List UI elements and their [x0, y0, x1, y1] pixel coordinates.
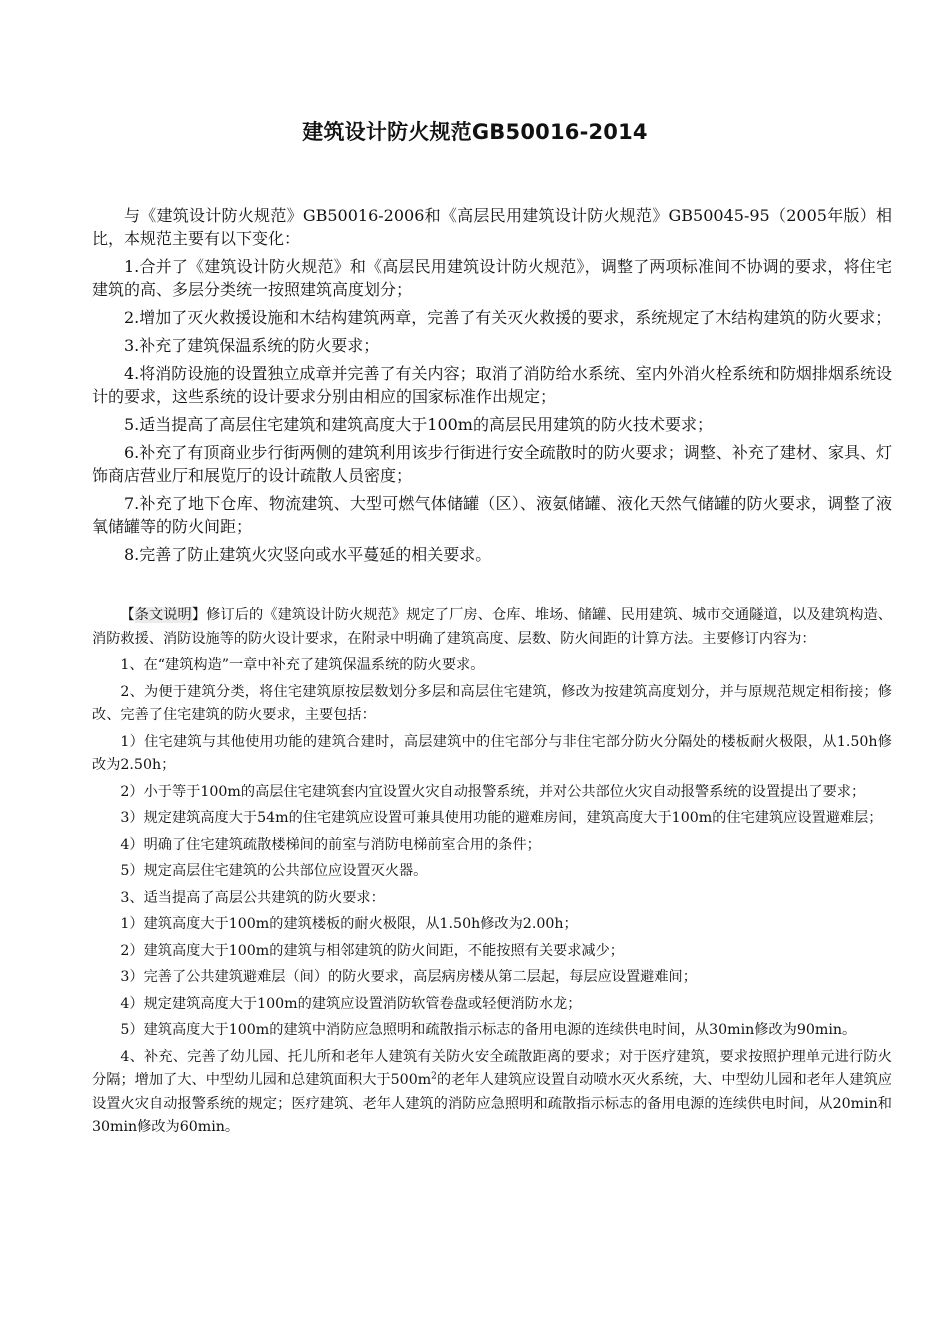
- intro-section: [92, 204, 892, 571]
- superscript-2: 2: [431, 1071, 437, 1082]
- explanation-intro: [92, 604, 892, 651]
- explanation-paragraph: 1）住宅建筑与其他使用功能的建筑合建时，高层建筑中的住宅部分与非住宅部分防火分隔处的楼板耐火极限，从1.50h修改为2.50h；: [92, 733, 892, 773]
- bracket-close: 】: [191, 607, 207, 623]
- intro-paragraph: 与《建筑设计防火规范》GB50016-2006和《高层民用建筑设计防火规范》GB50045-95（2005年版）相比，本规范主要有以下变化：: [92, 206, 892, 248]
- explanation-paragraph: 4）明确了住宅建筑疏散楼梯间的前室与消防电梯前室合用的条件；: [120, 836, 541, 853]
- change-item-5: 5.适当提高了高层住宅建筑和建筑高度大于100m的高层民用建筑的防火技术要求；: [124, 415, 713, 434]
- change-item-8: 8.完善了防止建筑火灾竖向或水平蔓延的相关要求。: [124, 545, 492, 564]
- explanation-paragraph: 3）规定建筑高度大于54m的住宅建筑应设置可兼具使用功能的避难房间，建筑高度大于100m的住宅建筑应设置避难层；: [120, 810, 883, 826]
- document-title: 建筑设计防火规范GB50016-2014: [302, 120, 648, 144]
- change-item-4: 4.将消防设施的设置独立成章并完善了有关内容；取消了消防给水系统、室内外消火栓系统和防烟排烟系统设计的要求，这些系统的设计要求分别由相应的国家标准作出规定；: [92, 364, 892, 406]
- explanation-section: [92, 604, 892, 1143]
- explanation-paragraph: 3）完善了公共建筑避难层（间）的防火要求，高层病房楼从第二层起，每层应设置避难间；: [120, 969, 697, 985]
- explanation-label: 条文说明: [134, 607, 192, 623]
- last-text-before: 4、补充、完善了幼儿园、托儿所和老年人建筑有关防火安全疏散距离的要求；对于医疗建筑，要求按照护理单元进行防火分隔；增加了大、中型幼儿园和总建筑面积大于500m: [92, 1048, 892, 1088]
- explanation-paragraph: 4）规定建筑高度大于100m的建筑应设置消防软管卷盘或轻便消防水龙；: [120, 995, 582, 1012]
- explanation-paragraph: 1）建筑高度大于100m的建筑楼板的耐火极限，从1.50h修改为2.00h；: [120, 916, 578, 932]
- explanation-paragraph: 3、适当提高了高层公共建筑的防火要求：: [120, 889, 385, 906]
- bracket-open: 【: [120, 607, 135, 623]
- last-text-after: 的老年人建筑应设置自动喷水灭火系统，大、中型幼儿园和老年人建筑应设置火灾自动报警系统的规定；医疗建筑、老年人建筑的消防应急照明和疏散指示标志的备用电源的连续供电时间，从20min和30min修改为60min。: [92, 1072, 892, 1135]
- change-item-1: 1.合并了《建筑设计防火规范》和《高层民用建筑设计防火规范》，调整了两项标准间不协调的要求，将住宅建筑的高、多层分类统一按照建筑高度划分；: [92, 257, 892, 299]
- explanation-paragraph-last: [92, 1046, 892, 1140]
- explanation-paragraph: 2）小于等于100m的高层住宅建筑套内宜设置火灾自动报警系统，并对公共部位火灾自动报警系统的设置提出了要求；: [120, 783, 866, 800]
- explanation-paragraph: 2、为便于建筑分类，将住宅建筑原按层数划分多层和高层住宅建筑，修改为按建筑高度划分，并与原规范规定相衔接；修改、完善了住宅建筑的防火要求，主要包括：: [92, 683, 892, 723]
- change-item-2: 2.增加了灭火救援设施和木结构建筑两章，完善了有关灭火救援的要求，系统规定了木结构建筑的防火要求；: [124, 308, 892, 327]
- explanation-paragraph: 1、在“建筑构造”一章中补充了建筑保温系统的防火要求。: [120, 657, 485, 673]
- explanation-paragraph: 5）规定高层住宅建筑的公共部位应设置灭火器。: [120, 863, 428, 879]
- explanation-paragraph: 5）建筑高度大于100m的建筑中消防应急照明和疏散指示标志的备用电源的连续供电时间，从30min修改为90min。: [120, 1022, 857, 1038]
- change-item-7: 7.补充了地下仓库、物流建筑、大型可燃气体储罐（区）、液氨储罐、液化天然气储罐的防火要求，调整了液氧储罐等的防火间距；: [92, 494, 892, 536]
- change-item-6: 6.补充了有顶商业步行街两侧的建筑利用该步行街进行安全疏散时的防火要求；调整、补充了建材、家具、灯饰商店营业厅和展览厅的设计疏散人员密度；: [92, 443, 892, 485]
- explanation-intro-text: 修订后的《建筑设计防火规范》规定了厂房、仓库、堆场、储罐、民用建筑、城市交通隧道，以及建筑构造、消防救援、消防设施等的防火设计要求，在附录中明确了建筑高度、层数、防火间距的计算方法。主要修订内容为：: [92, 607, 892, 647]
- explanation-paragraph: 2）建筑高度大于100m的建筑与相邻建筑的防火间距，不能按照有关要求减少；: [120, 942, 624, 959]
- change-item-3: 3.补充了建筑保温系统的防火要求；: [124, 336, 380, 355]
